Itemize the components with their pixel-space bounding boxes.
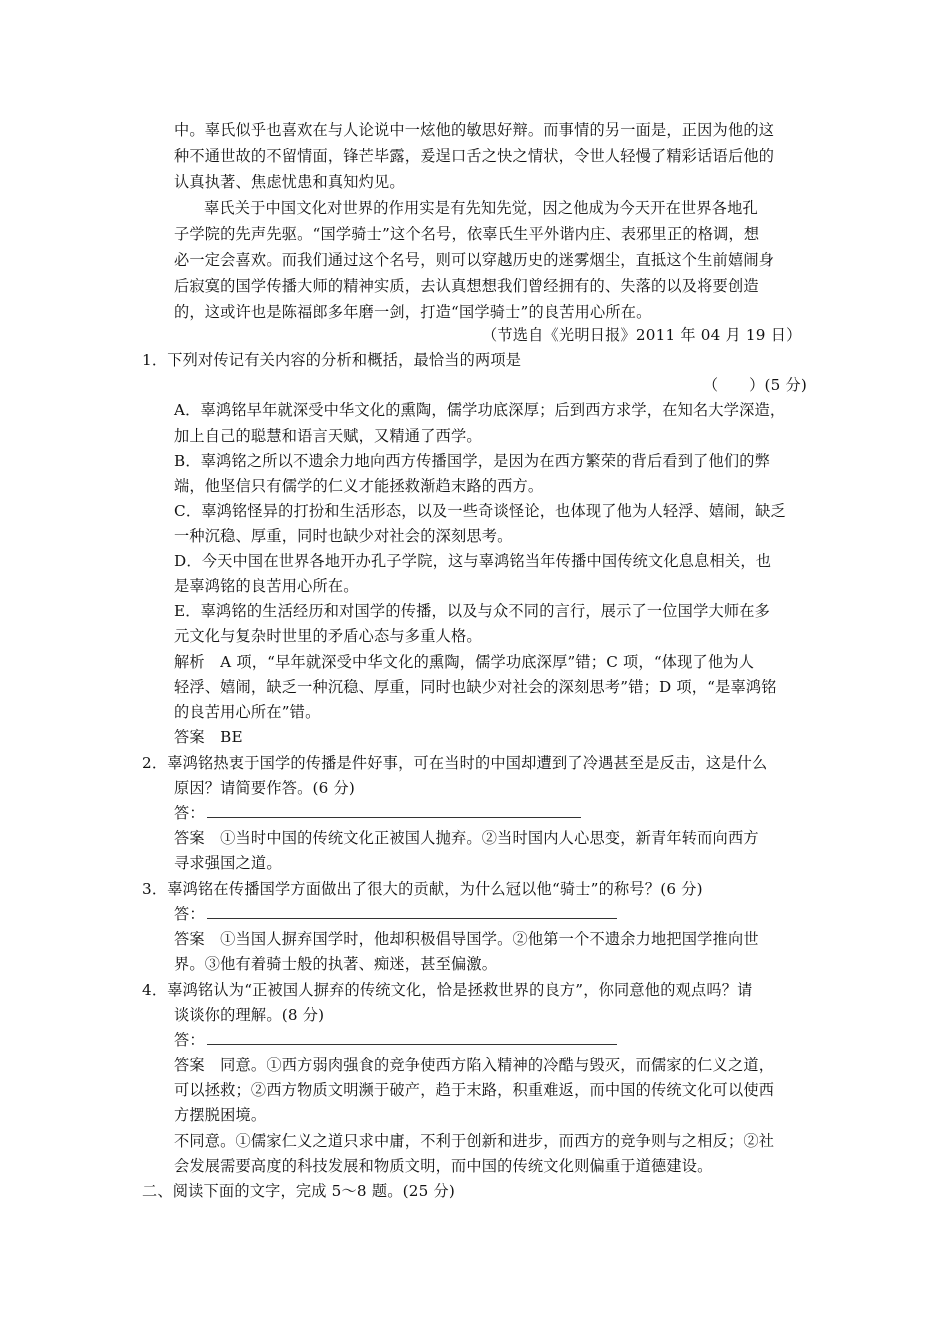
answer-line: [174, 902, 617, 926]
question-2-stem: 2．辜鸿铭热衷于国学的传播是件好事，可在当时的中国却遭到了冷遇甚至是反击，这是什么: [142, 754, 768, 772]
answer-text: 答案 ①当时中国的传统文化正被国人抛弃。②当时国内人心思变，新青年转而向西方: [174, 829, 759, 847]
answer-text: 答案 BE: [174, 728, 243, 746]
passage-line: 子学院的先声先驱。“国学骑士”这个名号，依辜氏生平外谐内庄、表邪里正的格调，想: [174, 225, 760, 243]
question-3-stem: 3．辜鸿铭在传播国学方面做出了很大的贡献，为什么冠以他“骑士”的称号？(6 分): [142, 880, 703, 898]
option-d: 是辜鸿铭的良苦用心所在。: [174, 577, 359, 595]
option-c: 一种沉稳、厚重，同时也缺少对社会的深刻思考。: [174, 527, 513, 545]
answer-blank[interactable]: [207, 905, 617, 919]
answer-text: 界。③他有着骑士般的执著、痴迷，甚至偏激。: [174, 955, 498, 973]
answer-line: [174, 801, 581, 825]
answer-text: 可以拯救；②西方物质文明濒于破产，趋于末路，积重难返，而中国的传统文化可以使西: [174, 1081, 775, 1099]
answer-blank[interactable]: [207, 1031, 617, 1045]
passage-line: 后寂寞的国学传播大师的精神实质，去认真想想我们曾经拥有的、失落的以及将要创造: [174, 277, 759, 295]
option-a: A．辜鸿铭早年就深受中华文化的熏陶，儒学功底深厚；后到西方求学，在知名大学深造，: [174, 401, 786, 419]
answer-text: 答案 ①当国人摒弃国学时，他却积极倡导国学。②他第一个不遗余力地把国学推向世: [174, 930, 759, 948]
answer-text: 方摆脱困境。: [174, 1106, 267, 1124]
answer-line: [174, 1028, 617, 1052]
analysis-text: 解析 A 项，“早年就深受中华文化的熏陶，儒学功底深厚”错；C 项，“体现了他为人: [174, 653, 755, 671]
question-4-stem: 4．辜鸿铭认为“正被国人摒弃的传统文化，恰是拯救世界的良方”，你同意他的观点吗？请: [142, 981, 753, 999]
analysis-text: 轻浮、嬉闹，缺乏一种沉稳、厚重，同时也缺少对社会的深刻思考”错；D 项，“是辜鸿铭: [174, 678, 777, 696]
section-2-heading: 二、阅读下面的文字，完成 5～8 题。(25 分): [142, 1182, 455, 1200]
passage-line: 的，这或许也是陈福郎多年磨一剑，打造“国学骑士”的良苦用心所在。: [174, 303, 652, 321]
option-b: B．辜鸿铭之所以不遗余力地向西方传播国学，是因为在西方繁荣的背后看到了他们的弊: [174, 452, 771, 470]
question-1-score: （ ）(5 分): [702, 376, 807, 394]
answer-alt-text: 不同意。①儒家仁义之道只求中庸，不利于创新和进步，而西方的竞争则与之相反；②社: [174, 1132, 775, 1150]
answer-label: 答：: [174, 905, 205, 923]
answer-text: 答案 同意。①西方弱肉强食的竞争使西方陷入精神的冷酷与毁灭，而儒家的仁义之道，: [174, 1056, 775, 1074]
option-e: 元文化与复杂时世里的矛盾心态与多重人格。: [174, 627, 482, 645]
question-1-stem: 1．下列对传记有关内容的分析和概括，最恰当的两项是: [142, 351, 522, 369]
question-2-stem: 原因？请简要作答。(6 分): [174, 779, 356, 797]
source-citation: （节选自《光明日报》2011 年 04 月 19 日）: [482, 326, 802, 344]
passage-line: 辜氏关于中国文化对世界的作用实是有先知先觉，因之他成为今天开在世界各地孔: [204, 199, 758, 217]
answer-label: 答：: [174, 1031, 205, 1049]
answer-label: 答：: [174, 804, 205, 822]
answer-alt-text: 会发展需要高度的科技发展和物质文明，而中国的传统文化则偏重于道德建设。: [174, 1157, 713, 1175]
option-d: D．今天中国在世界各地开办孔子学院，这与辜鸿铭当年传播中国传统文化息息相关，也: [174, 552, 772, 570]
passage-line: 种不通世故的不留情面，锋芒毕露，爰逞口舌之快之情状，令世人轻慢了精彩话语后他的: [174, 147, 775, 165]
answer-blank[interactable]: [207, 804, 581, 818]
option-c: C．辜鸿铭怪异的打扮和生活形态，以及一些奇谈怪论，也体现了他为人轻浮、嬉闹，缺乏: [174, 502, 786, 520]
passage-line: 中。辜氏似乎也喜欢在与人论说中一炫他的敏思好辩。而事情的另一面是，正因为他的这: [174, 121, 775, 139]
question-4-stem: 谈谈你的理解。(8 分): [174, 1006, 325, 1024]
passage-line: 必一定会喜欢。而我们通过这个名号，则可以穿越历史的迷雾烟尘，直抵这个生前嬉闹身: [174, 251, 775, 269]
option-b: 端，他坚信只有儒学的仁义才能拯救渐趋末路的西方。: [174, 477, 544, 495]
analysis-text: 的良苦用心所在”错。: [174, 703, 321, 721]
option-a: 加上自己的聪慧和语言天赋，又精通了西学。: [174, 427, 482, 445]
passage-line: 认真执著、焦虑忧患和真知灼见。: [174, 173, 405, 191]
answer-text: 寻求强国之道。: [174, 854, 282, 872]
option-e: E．辜鸿铭的生活经历和对国学的传播，以及与众不同的言行，展示了一位国学大师在多: [174, 602, 771, 620]
